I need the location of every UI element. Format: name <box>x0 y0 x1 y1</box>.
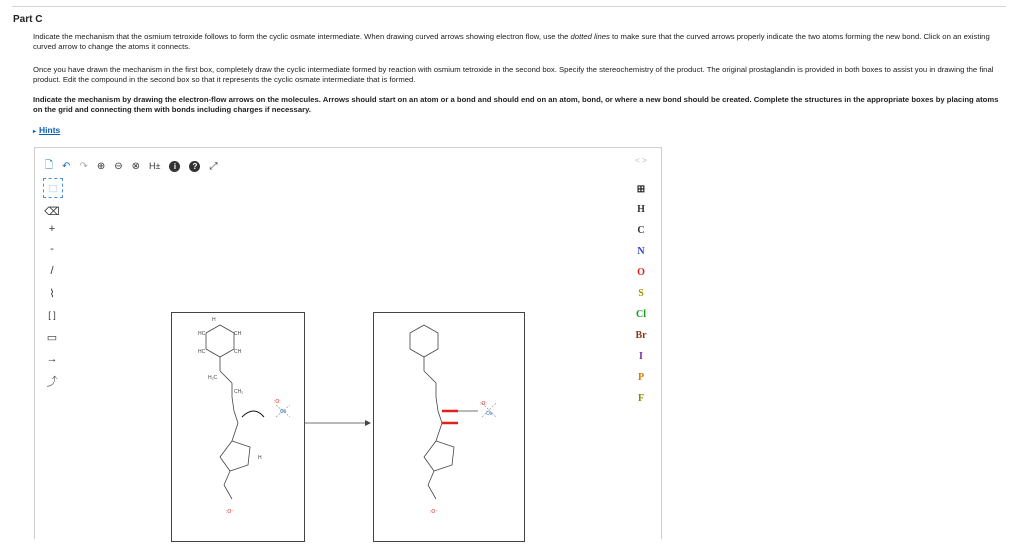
instruction-1-emphasis: dotted lines <box>570 32 610 41</box>
brackets-tool-icon[interactable]: [ ] <box>48 310 56 320</box>
ring-top-label: H <box>212 317 216 323</box>
hints-toggle[interactable] <box>33 125 60 135</box>
instruction-1b: to make sure that the curved arrows properly indicate the two atoms forming the new bond. Click on an existing curved arrow to change the atoms it connects. <box>33 32 990 51</box>
element-f[interactable]: F <box>637 393 645 404</box>
chain-tool-icon[interactable]: ⌇ <box>49 287 55 300</box>
explicit-hydrogens-button[interactable]: H± <box>149 161 161 171</box>
rectangle-tool-icon[interactable]: ▭ <box>46 331 58 344</box>
help-icon[interactable] <box>189 159 200 173</box>
product-box[interactable] <box>373 312 525 542</box>
product-osmium-label: Os <box>486 411 493 417</box>
structure-editor[interactable] <box>34 147 662 539</box>
instruction-paragraph-3: Indicate the mechanism by drawing the electron-flow arrows on the molecules. Arrows should start on an atom or a bond and should end on an atom, bond, or where a new bond should be created. Complete the structures in the appropriate boxes by placing atoms on the grid and connecting them with bonds including charges if necessary. <box>33 95 999 114</box>
element-n[interactable]: N <box>637 246 645 257</box>
reaction-arrow-between-boxes <box>303 418 373 428</box>
periodic-table-icon[interactable]: ⊞ <box>636 184 646 195</box>
instruction-paragraph-1 <box>33 32 1008 52</box>
ring-ch-bottom-label: CH <box>234 349 242 355</box>
redo-icon[interactable]: ↷ <box>79 160 88 172</box>
fullscreen-icon[interactable]: ⤢ <box>209 160 218 172</box>
instruction-1a: Indicate the mechanism that the osmium tetroxide follows to form the cyclic osmate intermediate. When drawing curved arrows showing electron flow, use the <box>33 32 571 41</box>
expand-triangle-icon: ▸ <box>33 129 37 135</box>
positive-charge-icon[interactable]: + <box>48 223 56 235</box>
element-o[interactable]: O <box>637 267 645 278</box>
mechanism-box[interactable] <box>171 312 305 542</box>
h-label: H <box>258 455 262 461</box>
ring-hc-left-label: HC <box>198 331 206 337</box>
collapse-panel-icon[interactable]: < > <box>635 156 647 165</box>
info-icon[interactable] <box>169 159 180 173</box>
zoom-out-icon[interactable]: ⊖ <box>114 160 123 172</box>
ring-hc-bottom-label: HC <box>198 349 206 355</box>
osmium-label: Os <box>280 409 287 415</box>
zoom-in-icon[interactable]: ⊕ <box>96 160 106 172</box>
undo-icon[interactable]: ↶ <box>62 160 71 172</box>
part-title: Part C <box>13 14 43 25</box>
oxygen-label: :O: <box>274 399 281 405</box>
element-s[interactable]: S <box>638 288 644 299</box>
help-glyph: ? <box>189 161 200 172</box>
select-tool-icon[interactable]: ⬚ <box>43 178 63 198</box>
h2c-label: H₂C <box>208 375 218 381</box>
element-br[interactable]: Br <box>635 330 647 341</box>
editor-toolbar <box>45 158 217 174</box>
ch2-label: CH₂ <box>234 389 244 395</box>
single-bond-icon[interactable]: / <box>50 265 54 277</box>
element-c[interactable]: C <box>637 225 645 236</box>
instruction-paragraph-2: Once you have drawn the mechanism in the first box, completely draw the cyclic intermediate formed by reaction with osmium tetroxide in the second box. Specify the stereochemistry of the product. The original prostaglandin is provided in both boxes to assist you in drawing the final product. Edit the compound in the second box so that it represents the cyclic osmate intermediate that is formed. <box>33 65 994 84</box>
top-divider <box>12 6 1006 7</box>
element-p[interactable]: P <box>637 372 645 383</box>
element-i[interactable]: I <box>639 351 643 362</box>
hints-link[interactable]: Hints <box>39 125 61 135</box>
product-o-minus-label: :O⁻ <box>430 509 438 515</box>
info-glyph: i <box>169 161 180 172</box>
curved-arrow-mark[interactable] <box>242 411 264 417</box>
curved-arrow-icon[interactable]: ⤴ <box>46 376 58 388</box>
prostaglandin-structure-1[interactable] <box>172 313 304 541</box>
eraser-icon[interactable]: ⌫ <box>44 205 60 218</box>
negative-charge-icon[interactable]: - <box>50 243 54 255</box>
element-h[interactable]: H <box>637 204 645 215</box>
reaction-arrow-icon[interactable]: → <box>46 353 58 365</box>
prostaglandin-structure-2[interactable] <box>374 313 524 541</box>
ring-ch-right-label: CH <box>234 331 242 337</box>
o-minus-label: :O⁻ <box>226 509 234 515</box>
product-oxygen-label: :O: <box>480 401 487 407</box>
zoom-reset-icon[interactable]: ⊗ <box>131 160 140 172</box>
element-cl[interactable]: Cl <box>636 309 646 320</box>
new-document-icon[interactable]: 🗋 <box>45 159 54 171</box>
